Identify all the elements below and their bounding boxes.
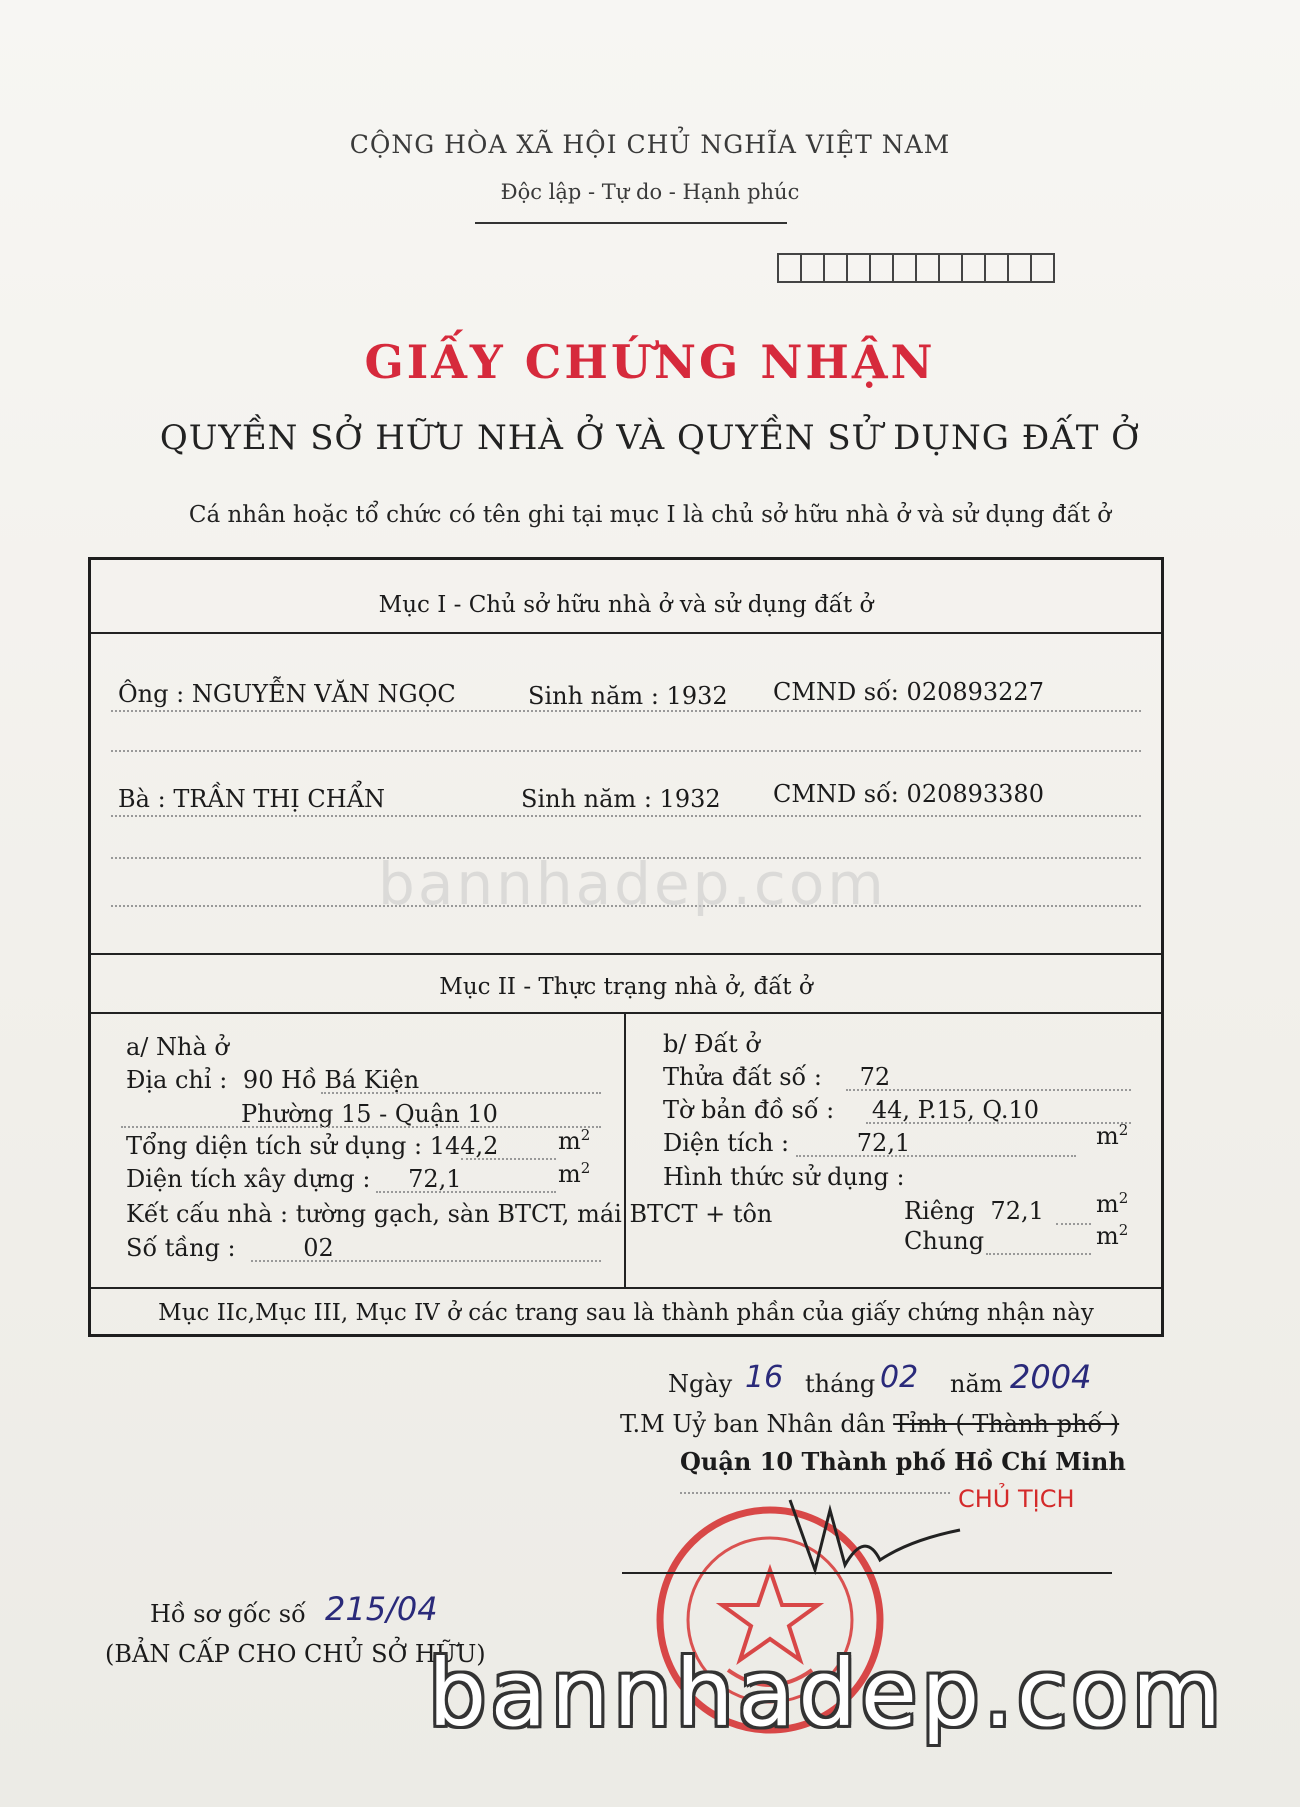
owner2-name: TRẦN THỊ CHẨN bbox=[173, 785, 386, 813]
land-private: 72,1 bbox=[990, 1197, 1044, 1225]
date-day: 16 bbox=[745, 1360, 784, 1395]
record-label: Hồ sơ gốc số bbox=[150, 1600, 306, 1628]
land-heading: b/ Đất ở bbox=[663, 1030, 760, 1058]
land-area-label: Diện tích : bbox=[663, 1129, 790, 1157]
owner1-name: NGUYỄN VĂN NGỌC bbox=[191, 680, 456, 708]
committee-struck: Tỉnh ( Thành phố ) bbox=[893, 1410, 1120, 1438]
certificate-frame: Mục I - Chủ sở hữu nhà ở và sử dụng đất ở Ông : NGUYỄN VĂN NGỌC Sinh năm : 1932 CMND số: 020893227 Bà : TRẦN THỊ CHẨN Sinh năm : 1932 CMND số: 020893380 Mục II - Thực trạng nhà ở, đất ở a/ Nhà ở Địa chỉ : 90 Hồ Bá Kiện Phường 15 - Quận 10 Tổng diện tích sử dụng : 144,2 $m^2$ Diện tích xây dựng : 72,1 $m^2$ Kết cấu nhà : tường gạch, sàn BTCT, mái BTCT + tôn Số tầng : 02 b/ Đất ở Thửa đất số : 72 Tờ bản đồ số : 44, P.15, Q.10 Diện tích : 72,1 $m^2$ Hình thức sử dụng : Riêng 72,1 $m^2$ Chung $m^2$ Mục IIc,Mục III, Mục IV ở các trang sau là thành phần của giấy chứng nhận này bbox=[88, 557, 1164, 1337]
land-private-unit: m bbox=[1096, 1190, 1119, 1218]
date-year-label: năm bbox=[950, 1370, 1003, 1398]
owner1-id: 020893227 bbox=[906, 678, 1044, 706]
owner1-row bbox=[118, 680, 456, 708]
owner1-id-label: CMND số: bbox=[773, 678, 899, 706]
document-caption: Cá nhân hoặc tổ chức có tên ghi tại mục I là chủ sở hữu nhà ở và sử dụng đất ở bbox=[188, 502, 1112, 528]
divider bbox=[91, 1287, 1161, 1289]
serial-number-boxes bbox=[777, 253, 1053, 283]
land-shared-unit: m bbox=[1096, 1222, 1119, 1250]
motto: Độc lập - Tự do - Hạnh phúc bbox=[500, 180, 800, 204]
house-total-area-unit: m bbox=[558, 1127, 581, 1155]
date-month-label: tháng bbox=[805, 1370, 876, 1398]
motto-underline bbox=[475, 222, 787, 224]
owner1-birth-label: Sinh năm : bbox=[528, 682, 659, 710]
owner2-birth-label: Sinh năm : bbox=[521, 785, 652, 813]
district-label: Quận 10 Thành phố Hồ Chí Minh bbox=[680, 1447, 1126, 1476]
nation-header: CỘNG HÒA XÃ HỘI CHỦ NGHĨA VIỆT NAM bbox=[349, 130, 951, 159]
land-private-label: Riêng bbox=[904, 1197, 975, 1225]
divider bbox=[91, 1012, 1161, 1014]
owner2-id-label: CMND số: bbox=[773, 780, 899, 808]
land-parcel: 72 bbox=[859, 1063, 891, 1091]
land-map: 44, P.15, Q.10 bbox=[871, 1096, 1040, 1124]
house-address-label: Địa chỉ : bbox=[126, 1066, 228, 1094]
signature-line bbox=[622, 1572, 1112, 1574]
divider bbox=[91, 953, 1161, 955]
copy-note: (BẢN CẤP CHO CHỦ SỞ HỮU) bbox=[105, 1640, 486, 1668]
house-total-area-label: Tổng diện tích sử dụng : bbox=[126, 1132, 423, 1160]
land-parcel-label: Thửa đất số : bbox=[663, 1063, 822, 1091]
role-label: CHỦ TỊCH bbox=[958, 1485, 1075, 1513]
house-address: 90 Hồ Bá Kiện bbox=[242, 1066, 420, 1094]
document-subtitle: QUYỀN SỞ HỮU NHÀ Ở VÀ QUYỀN SỬ DỤNG ĐẤT Ở bbox=[159, 418, 1141, 458]
date-year: 2004 bbox=[1010, 1358, 1092, 1396]
owner2-row bbox=[118, 785, 385, 813]
section1-heading: Mục I - Chủ sở hữu nhà ở và sử dụng đất ở bbox=[378, 592, 874, 618]
date-day-label: Ngày bbox=[668, 1370, 733, 1398]
owner2-label: Bà : bbox=[118, 785, 166, 813]
land-map-label: Tờ bản đồ số : bbox=[663, 1096, 835, 1124]
owner1-birth: 1932 bbox=[666, 682, 728, 710]
house-total-area: 144,2 bbox=[429, 1132, 499, 1160]
house-floors-label: Số tầng : bbox=[126, 1234, 236, 1262]
land-area: 72,1 bbox=[856, 1129, 911, 1157]
land-shared-label: Chung bbox=[904, 1227, 985, 1255]
footer-note: Mục IIc,Mục III, Mục IV ở các trang sau là thành phần của giấy chứng nhận này bbox=[158, 1300, 1094, 1326]
owner2-id: 020893380 bbox=[906, 780, 1044, 808]
house-built-area-label: Diện tích xây dựng : bbox=[126, 1165, 371, 1193]
house-heading: a/ Nhà ở bbox=[126, 1033, 229, 1061]
house-floors: 02 bbox=[303, 1234, 334, 1262]
document-title: GIẤY CHỨNG NHẬN bbox=[364, 335, 936, 389]
house-structure-label: Kết cấu nhà : bbox=[126, 1200, 289, 1228]
watermark-bottom: bannhadep.com bbox=[428, 1640, 1226, 1747]
record-number: 215/04 bbox=[325, 1590, 438, 1628]
date-month: 02 bbox=[880, 1360, 919, 1395]
divider bbox=[91, 632, 1161, 634]
committee-label: T.M Uỷ ban Nhân dân bbox=[620, 1410, 886, 1438]
house-structure: tường gạch, sàn BTCT, mái BTCT + tôn bbox=[295, 1200, 773, 1228]
section2-heading: Mục II - Thực trạng nhà ở, đất ở bbox=[439, 974, 813, 1000]
land-usage-label: Hình thức sử dụng : bbox=[663, 1163, 905, 1191]
house-address2: Phường 15 - Quận 10 bbox=[241, 1100, 498, 1128]
watermark-center: bannhadep.com bbox=[378, 850, 887, 918]
owner2-birth: 1932 bbox=[659, 785, 721, 813]
house-built-area-unit: m bbox=[558, 1160, 581, 1188]
column-divider bbox=[624, 1012, 626, 1287]
land-area-unit: m bbox=[1096, 1122, 1119, 1150]
owner1-label: Ông : bbox=[118, 680, 185, 708]
house-built-area: 72,1 bbox=[408, 1165, 462, 1193]
